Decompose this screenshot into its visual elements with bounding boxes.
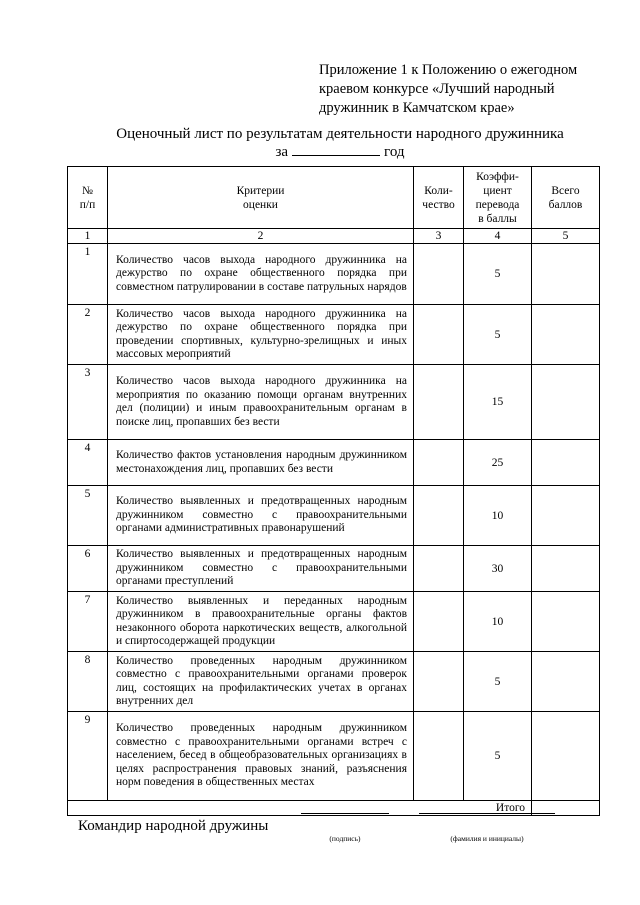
row-number: 7 <box>68 592 108 652</box>
row-coefficient: 5 <box>464 712 532 801</box>
appendix-line-3: дружинник в Камчатском крае» <box>319 100 515 116</box>
title-line-1: Оценочный лист по результатам деятельности народного дружинника <box>116 126 564 142</box>
header-coefficient: Коэффи- циент перевода в баллы <box>464 167 532 229</box>
row-quantity-cell[interactable] <box>414 365 464 440</box>
signature-line[interactable] <box>301 813 389 814</box>
column-number: 1 <box>68 229 108 244</box>
row-quantity-cell[interactable] <box>414 592 464 652</box>
row-number: 1 <box>68 244 108 305</box>
table-header-row <box>68 167 600 229</box>
column-number-row <box>68 229 600 244</box>
title-line-2 <box>60 143 620 161</box>
table-row <box>68 365 600 440</box>
row-quantity-cell[interactable] <box>414 712 464 801</box>
row-quantity-cell[interactable] <box>414 440 464 486</box>
column-number: 5 <box>532 229 600 244</box>
row-total-cell[interactable] <box>532 652 600 712</box>
row-criterion: Количество часов выхода народного дружинника на дежурство по охране общественного порядка при совместном патрулировании в составе патрульных нарядов <box>108 244 414 305</box>
row-number: 4 <box>68 440 108 486</box>
row-coefficient: 30 <box>464 546 532 592</box>
row-criterion: Количество проведенных народным дружинником совместно с правоохранительными органами проверок лиц, состоящих на профилактических учетах в органах внутренних дел <box>108 652 414 712</box>
table-row <box>68 486 600 546</box>
table-row <box>68 440 600 486</box>
appendix-line-1: Приложение 1 к Положению о ежегодном <box>319 62 578 78</box>
row-total-cell[interactable] <box>532 712 600 801</box>
row-total-cell[interactable] <box>532 305 600 365</box>
title-za: за <box>275 144 289 160</box>
row-number: 2 <box>68 305 108 365</box>
table-row <box>68 652 600 712</box>
row-criterion: Количество выявленных и переданных народным дружинником в правоохранительные органы фактов незаконного оборота наркотических веществ, алкогольной и спиртосодержащей продукции <box>108 592 414 652</box>
header-quantity: Коли- чество <box>414 167 464 229</box>
row-criterion: Количество выявленных и предотвращенных народным дружинником совместно с правоохранительными органами преступлений <box>108 546 414 592</box>
row-total-cell[interactable] <box>532 365 600 440</box>
table-row <box>68 592 600 652</box>
row-number: 3 <box>68 365 108 440</box>
row-quantity-cell[interactable] <box>414 244 464 305</box>
appendix-note <box>319 61 609 118</box>
row-number: 8 <box>68 652 108 712</box>
column-number: 3 <box>414 229 464 244</box>
row-number: 6 <box>68 546 108 592</box>
row-total-cell[interactable] <box>532 592 600 652</box>
table-row <box>68 244 600 305</box>
row-number: 9 <box>68 712 108 801</box>
row-coefficient: 5 <box>464 244 532 305</box>
name-caption: (фамилия и инициалы) <box>450 834 524 843</box>
row-total-cell[interactable] <box>532 546 600 592</box>
signature-caption: (подпись) <box>329 834 361 843</box>
column-number: 2 <box>108 229 414 244</box>
header-criteria: Критерии оценки <box>108 167 414 229</box>
row-number: 5 <box>68 486 108 546</box>
row-quantity-cell[interactable] <box>414 652 464 712</box>
row-total-cell[interactable] <box>532 486 600 546</box>
row-criterion: Количество проведенных народным дружинником совместно с правоохранительными органами встреч с населением, бесед в общеобразовательных организациях в целях распространения правовых знаний, разъяснения норм поведения в общественных местах <box>108 712 414 801</box>
appendix-line-2: краевом конкурсе «Лучший народный <box>319 81 555 97</box>
evaluation-table <box>67 166 600 816</box>
row-quantity-cell[interactable] <box>414 305 464 365</box>
row-coefficient: 5 <box>464 652 532 712</box>
name-line[interactable] <box>419 813 555 814</box>
row-criterion: Количество выявленных и предотвращенных народным дружинником совместно с правоохранительными органами административных правонарушений <box>108 486 414 546</box>
row-coefficient: 25 <box>464 440 532 486</box>
row-coefficient: 15 <box>464 365 532 440</box>
column-number: 4 <box>464 229 532 244</box>
row-quantity-cell[interactable] <box>414 486 464 546</box>
title-god: год <box>384 144 405 160</box>
row-criterion: Количество часов выхода народного дружинника на дежурство по охране общественного порядка при проведении спортивных, культурно-зрелищных и иных массовых мероприятий <box>108 305 414 365</box>
row-quantity-cell[interactable] <box>414 546 464 592</box>
header-num: № п/п <box>68 167 108 229</box>
row-criterion: Количество часов выхода народного дружинника на мероприятия по оказанию помощи органам внутренних дел (полиции) и иным правоохранительным органам в поиске лиц, пропавших без вести <box>108 365 414 440</box>
document-title <box>60 125 620 161</box>
row-coefficient: 10 <box>464 486 532 546</box>
row-coefficient: 5 <box>464 305 532 365</box>
table-row <box>68 305 600 365</box>
signature-label: Командир народной дружины <box>78 818 269 834</box>
row-total-cell[interactable] <box>532 244 600 305</box>
row-total-cell[interactable] <box>532 440 600 486</box>
total-label: Итого <box>68 801 532 816</box>
table-row <box>68 546 600 592</box>
row-criterion: Количество фактов установления народным дружинником местонахождения лиц, пропавших без вести <box>108 440 414 486</box>
table-row <box>68 712 600 801</box>
header-total: Всего баллов <box>532 167 600 229</box>
year-blank-field[interactable] <box>292 143 380 156</box>
row-coefficient: 10 <box>464 592 532 652</box>
